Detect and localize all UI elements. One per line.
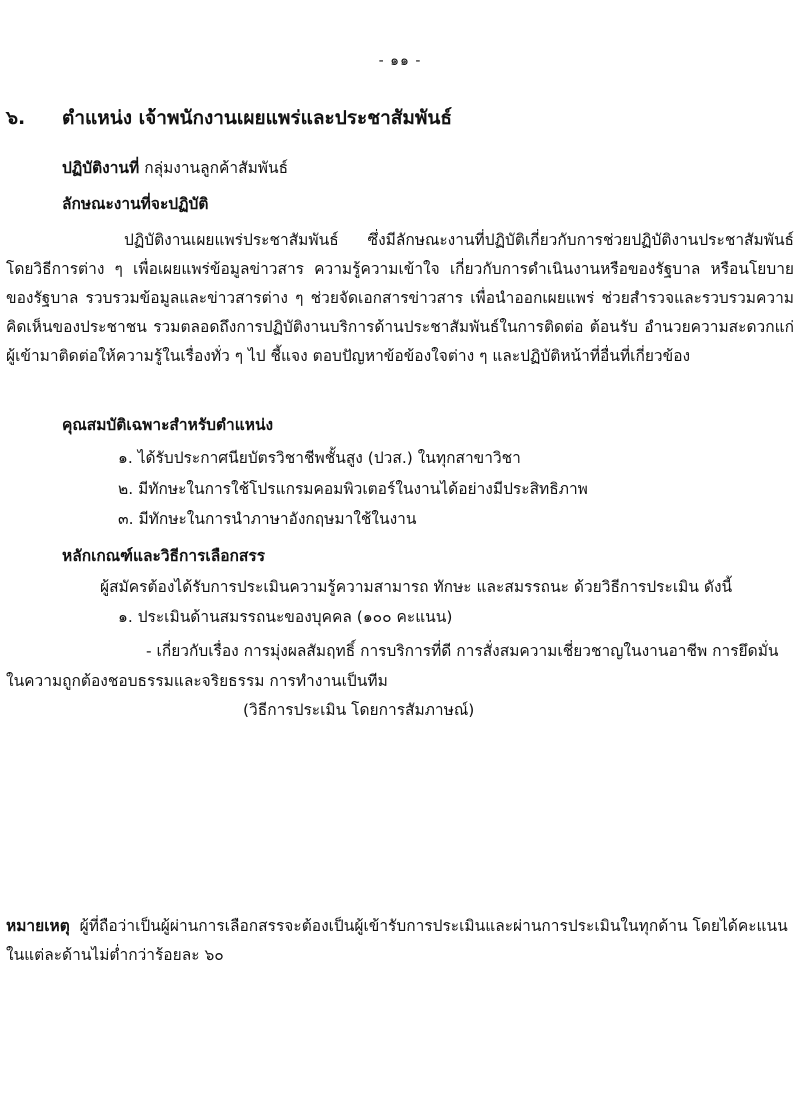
note-paragraph — [6, 912, 794, 970]
work-unit-value: กลุ่มงานลูกค้าสัมพันธ์ — [144, 159, 289, 177]
qualifications-heading: คุณสมบัติเฉพาะสำหรับตำแหน่ง — [62, 416, 274, 434]
assessment-detail-paragraph — [6, 636, 794, 696]
job-nature-paragraph — [6, 226, 794, 371]
assessment-method: (วิธีการประเมิน โดยการสัมภาษณ์) — [243, 701, 475, 719]
assessment-detail: - เกี่ยวกับเรื่อง การมุ่งผลสัมฤทธิ์ การบริการที่ดี การสั่งสมความเชี่ยวชาญในงานอาชีพ การยึดมั่นในความถูกต้องชอบธรรมและจริยธรรม การทำงานเป็นทีม — [6, 642, 779, 690]
note-text: ผู้ที่ถือว่าเป็นผู้ผ่านการเลือกสรรจะต้องเป็นผู้เข้ารับการประเมินและผ่านการประเมินในทุกด้าน โดยได้คะแนนในแต่ละด้านไม่ต่ำกว่าร้อยละ ๖๐ — [6, 917, 788, 964]
work-unit-line — [62, 158, 288, 179]
qualification-item: ๓. มีทักษะในการนำภาษาอังกฤษมาใช้ในงาน — [118, 510, 417, 528]
note-label: หมายเหตุ — [6, 917, 70, 935]
selection-intro: ผู้สมัครต้องได้รับการประเมินความรู้ความสามารถ ทักษะ และสมรรถนะ ด้วยวิธีการประเมิน ดังนี้ — [100, 578, 733, 596]
job-nature-heading: ลักษณะงานที่จะปฏิบัติ — [62, 195, 209, 213]
section-title: ตำแหน่ง เจ้าพนักงานเผยแพร่และประชาสัมพันธ์ — [62, 107, 453, 129]
job-nature-text: ปฏิบัติงานเผยแพร่ประชาสัมพันธ์ ซึ่งมีลักษณะงานที่ปฏิบัติเกี่ยวกับการช่วยปฏิบัติงานประชาสัมพันธ์โดยวิธีการต่าง ๆ เพื่อเผยแพร่ข้อมูลข่าวสาร ความรู้ความเข้าใจ เกี่ยวกับการดำเนินงานหรือของรัฐบาล หรือนโยบายของรัฐบาล รวบรวมข้อมูลและข่าวสารต่าง ๆ ช่วยจัดเอกสารข่าวสาร เพื่อนำออกเผยแพร่ ช่วยสำรวจและรวบรวมความคิดเห็นของประชาชน รวมตลอดถึงการปฏิบัติงานบริการด้านประชาสัมพันธ์ในการติดต่อ ต้อนรับ อำนวยความสะดวกแก่ผู้เข้ามาติดต่อให้ความรู้ในเรื่องทั่ว ๆ ไป ชี้แจง ตอบปัญหาข้อข้องใจต่าง ๆ และปฏิบัติหน้าที่อื่นที่เกี่ยวข้อง — [6, 231, 794, 365]
page-number: - ๑๑ - — [378, 53, 422, 69]
section-number: ๖. — [6, 107, 26, 129]
qualification-item: ๒. มีทักษะในการใช้โปรแกรมคอมพิวเตอร์ในงานได้อย่างมีประสิทธิภาพ — [118, 480, 588, 498]
work-unit-label: ปฏิบัติงานที่ — [62, 159, 140, 177]
qualification-item: ๑. ได้รับประกาศนียบัตรวิชาชีพชั้นสูง (ปวส.) ในทุกสาขาวิชา — [118, 449, 521, 467]
selection-heading: หลักเกณฑ์และวิธีการเลือกสรร — [62, 547, 266, 565]
assessment-item: ๑. ประเมินด้านสมรรถนะของบุคคล (๑๐๐ คะแนน) — [118, 608, 453, 626]
